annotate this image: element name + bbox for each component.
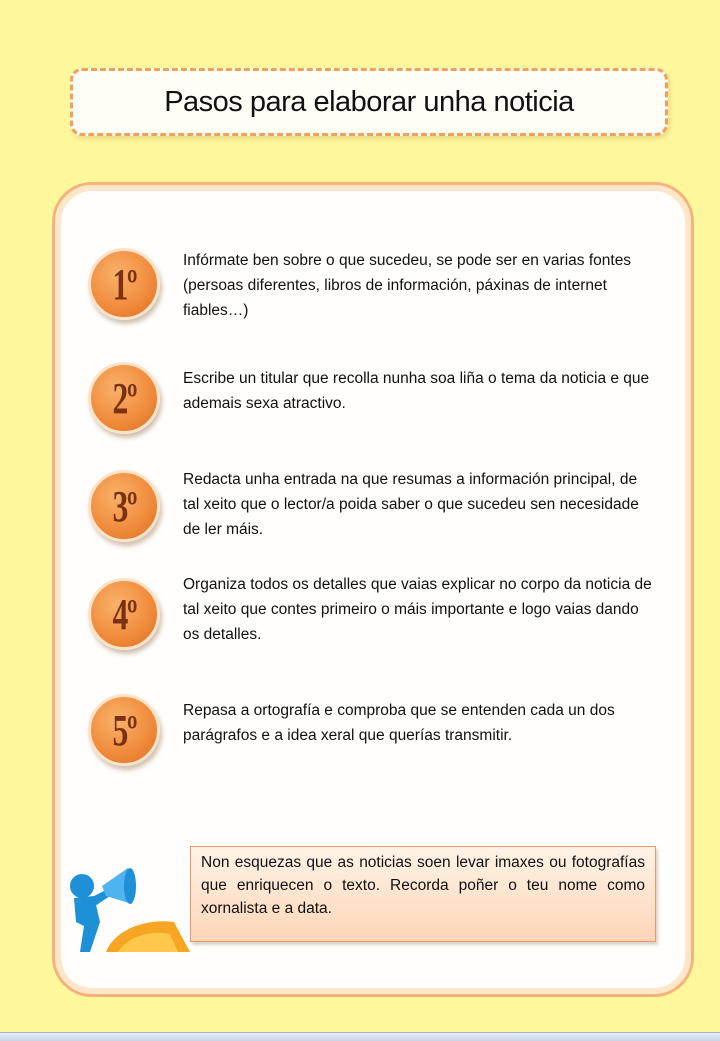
step-badge-4: [88, 578, 160, 650]
step-badge-3: [88, 470, 160, 542]
page-title: Pasos para elaborar unha noticia: [164, 85, 574, 118]
step-text-3: Redacta unha entrada na que resumas a información principal, de tal xeito que o lector/a poida saber o que sucedeu sen necesidade de ler máis.: [183, 471, 639, 538]
step-3: [88, 470, 668, 550]
step-4: [88, 578, 668, 658]
step-text-2: Escribe un titular que recolla nunha soa liña o tema da noticia e que ademais sexa atractivo.: [183, 370, 650, 412]
step-2: [88, 362, 668, 442]
megaphone-person-icon: [66, 860, 190, 952]
step-badge-5: [88, 694, 160, 766]
title-box: [70, 68, 668, 136]
step-1: [88, 248, 668, 328]
step-badge-2: [88, 362, 160, 434]
step-number-2: 2º: [112, 373, 136, 423]
step-text-4: Organiza todos os detalles que vaias explicar no corpo da noticia de tal xeito que contes primeiro o máis importante e logo vaias dando os detalles.: [183, 576, 652, 643]
reminder-note: Non esquezas que as noticias soen levar imaxes ou fotografías que enriquecen o texto. Recorda poñer o teu nome como xornalista e a data.: [190, 846, 656, 942]
step-5: [88, 694, 668, 774]
step-text-1: Infórmate ben sobre o que sucedeu, se pode ser en varias fontes (persoas diferentes, libros de información, páxinas de internet fiables…): [183, 252, 632, 319]
step-number-4: 4º: [112, 589, 136, 639]
step-number-1: 1º: [112, 259, 136, 309]
step-text-5: Repasa a ortografía e comproba que se entenden cada un dos parágrafos e a idea xeral que querías transmitir.: [183, 702, 615, 744]
step-number-3: 3º: [112, 481, 136, 531]
step-number-5: 5º: [112, 705, 136, 755]
step-badge-1: [88, 248, 160, 320]
